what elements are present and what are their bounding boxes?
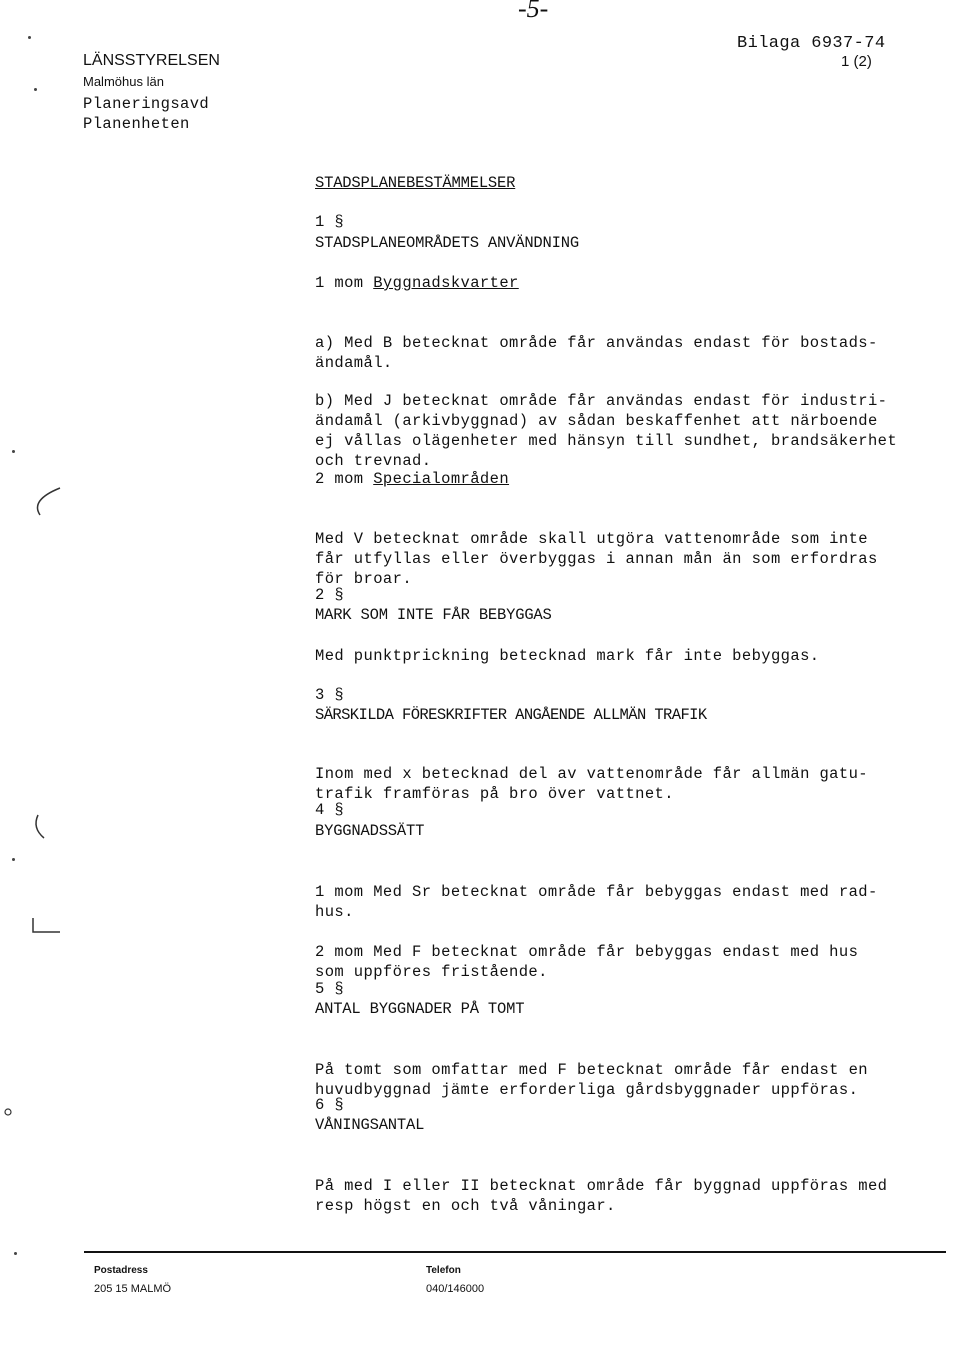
section-2-heading: MARK SOM INTE FÅR BEBYGGAS <box>315 606 552 624</box>
text-line: och trevnad. <box>315 452 432 470</box>
document-title: STADSPLANEBESTÄMMELSER <box>315 174 516 192</box>
text-line: hus. <box>315 903 354 921</box>
section-5-heading: ANTAL BYGGNADER PÅ TOMT <box>315 1000 525 1018</box>
section-1-number: 1 § <box>315 213 345 231</box>
text-line: ändamål (arkivbyggnad) av sådan beskaffenhet att närboende <box>315 412 878 430</box>
section-5-number: 5 § <box>315 980 345 998</box>
page-number: -5- <box>518 0 549 23</box>
text-line: 2 mom Med F betecknat område får bebyggas endast med hus <box>315 943 859 961</box>
attachment-number: Bilaga 6937-74 <box>737 34 886 53</box>
text-line: ändamål. <box>315 354 393 372</box>
section-4-heading: BYGGNADSSÄTT <box>315 822 425 840</box>
text-line: huvudbyggnad jämte erforderliga gårdsbyggnader uppföras. <box>315 1081 859 1099</box>
section-6-number: 6 § <box>315 1096 345 1114</box>
scan-speck <box>14 1252 17 1255</box>
scan-speck <box>12 450 15 453</box>
text-line: Inom med x betecknad del av vattenområde får allmän gatu- <box>315 765 868 783</box>
unit: Planenheten <box>83 115 190 133</box>
text-line: 1 mom Med Sr betecknat område får bebyggas endast med rad- <box>315 883 878 901</box>
section-3-number: 3 § <box>315 686 345 704</box>
text-line: som uppföres fristående. <box>315 963 548 981</box>
section-3-heading: SÄRSKILDA FÖRESKRIFTER ANGÅENDE ALLMÄN TRAFIK <box>315 706 707 724</box>
section-2-text: Med punktprickning betecknad mark får inte bebyggas. <box>315 647 820 665</box>
section-6-heading: VÅNINGSANTAL <box>315 1116 425 1134</box>
mom-label: 2 mom <box>315 470 364 488</box>
section-2-number: 2 § <box>315 586 345 604</box>
text-line: trafik framföras på bro över vattnet. <box>315 785 674 803</box>
county-name: Malmöhus län <box>83 74 164 89</box>
footer-phone: 040/146000 <box>426 1283 485 1295</box>
scan-mark <box>5 1109 11 1115</box>
text-line: resp högst en och två våningar. <box>315 1197 616 1215</box>
footer-address-label: Postadress <box>94 1265 148 1276</box>
text-line: ej vållas olägenheter med hänsyn till sundhet, brandsäkerhet <box>315 432 898 450</box>
text-line: för broar. <box>315 570 413 588</box>
footer-phone-label: Telefon <box>426 1265 461 1276</box>
section-4-number: 4 § <box>315 801 345 819</box>
mom-title: Specialområden <box>373 470 510 488</box>
org-name: LÄNSSTYRELSEN <box>83 52 220 69</box>
scan-mark <box>38 488 61 515</box>
scan-mark <box>33 918 60 932</box>
footer-address: 205 15 MALMÖ <box>94 1283 172 1295</box>
section-1-heading: STADSPLANEOMRÅDETS ANVÄNDNING <box>315 234 579 252</box>
mom-title: Byggnadskvarter <box>373 274 519 292</box>
text-line: På med I eller II betecknat område får byggnad uppföras med <box>315 1177 888 1195</box>
text-line: På tomt som omfattar med F betecknat område får endast en <box>315 1061 868 1079</box>
sheet-number: 1 (2) <box>841 53 872 70</box>
department: Planeringsavd <box>83 95 210 113</box>
mom-label: 1 mom <box>315 274 364 292</box>
scan-speck <box>12 858 15 861</box>
scan-mark <box>36 815 44 838</box>
text-line: a) Med B betecknat område får användas endast för bostads- <box>315 334 878 352</box>
text-line: b) Med J betecknat område får användas endast för industri- <box>315 392 888 410</box>
text-line: får utfyllas eller överbyggas i annan mån än som erfordras <box>315 550 878 568</box>
scan-speck <box>28 36 31 39</box>
scan-speck <box>34 88 37 91</box>
text-line: Med V betecknat område skall utgöra vattenområde som inte <box>315 530 868 548</box>
